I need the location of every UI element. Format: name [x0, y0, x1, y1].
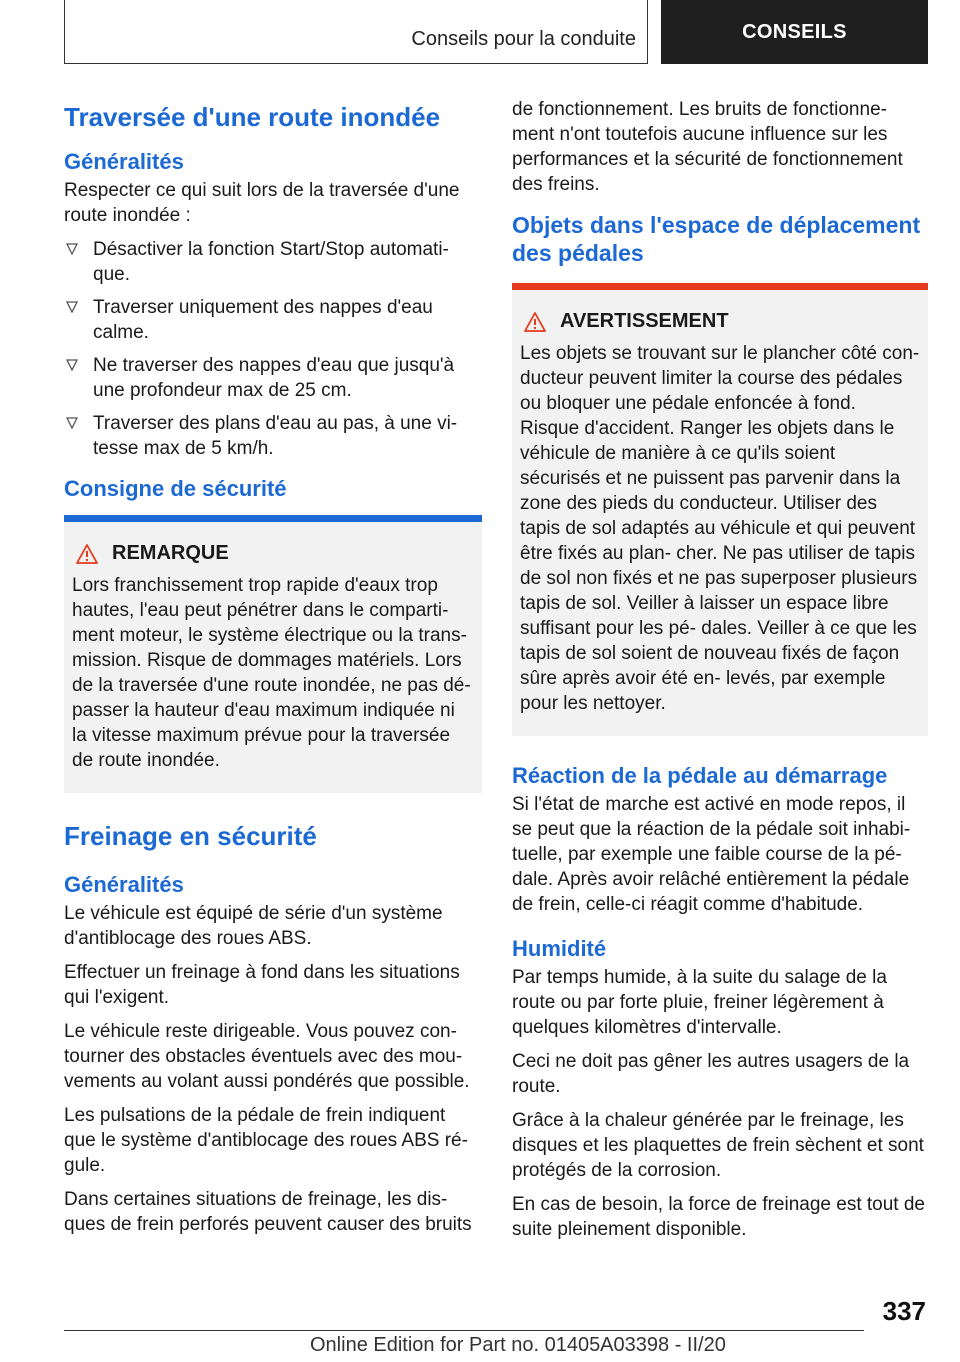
triangle-bullet-icon: [66, 359, 78, 371]
heading-pedal-objects: Objets dans l'espace de déplacement des pédales: [512, 212, 921, 266]
humidity-paragraph: Grâce à la chaleur générée par le freinage, les disques et les plaquettes de frein sèchent et sont protégés de la corrosion.: [512, 1110, 924, 1181]
list-item: [64, 295, 482, 345]
list-item: [64, 353, 482, 403]
warning-divider-bar: [512, 283, 928, 290]
step-list: [64, 237, 482, 461]
heading-safety-notice: Consigne de sécurité: [64, 476, 287, 501]
warning-label: AVERTISSEMENT: [560, 310, 729, 332]
right-column: [512, 97, 928, 1251]
title-safe-braking: Freinage en sécurité: [64, 821, 317, 851]
note-box: [64, 522, 482, 793]
continued-paragraph: de fonctionnement. Les bruits de fonctionne- ment n'ont toutefois aucune influence sur les performances et la sécurité de fonctionnement des freins.: [512, 99, 903, 195]
page-number: 337: [882, 1296, 926, 1326]
humidity-paragraph: En cas de besoin, la force de freinage est tout de suite pleinement disponible.: [512, 1194, 925, 1240]
note-label: REMARQUE: [112, 542, 229, 564]
warning-triangle-icon: [524, 312, 546, 332]
humidity-paragraph: Ceci ne doit pas gêner les autres usagers de la route.: [512, 1051, 910, 1097]
list-item: [64, 411, 482, 461]
warning-box: [512, 290, 928, 736]
braking-paragraph: Le véhicule reste dirigeable. Vous pouvez con- tourner des obstacles éventuels avec des mou- vements au volant aussi pondérés que possible.: [64, 1021, 470, 1092]
warning-title: [524, 310, 920, 333]
footer-edition: Online Edition for Part no. 01405A03398 - II/20: [310, 1334, 726, 1356]
triangle-bullet-icon: [66, 417, 78, 429]
braking-paragraph: Effectuer un freinage à fond dans les situations qui l'exigent.: [64, 962, 460, 1008]
footer-rule: [64, 1330, 864, 1331]
heading-humidity: Humidité: [512, 936, 607, 961]
pedal-paragraph: Si l'état de marche est activé en mode repos, il se peut que la réaction de la pédale soit inhabi- tuelle, par exemple une faible course de la pé- dale. Après avoir relâché entièrement la pédale de frein, celle-ci réagit comme d'habitude.: [512, 794, 911, 915]
warning-text: Les objets se trouvant sur le plancher côté con- ducteur peuvent limiter la course des pédales ou bloquer une pédale enfoncée à fond. Risque d'accident. Ranger les objets dans le véhicule de manière à ce qu'ils soient sécurisés et ne puissent pas parvenir dans la zone des pieds du conducteur. Utiliser des tapis de sol adaptés au véhicule et qui peuvent être fixés au plan- cher. Ne pas utiliser de tapis de sol non fixés et ne pas superposer plusieurs tapis de sol. Veiller à laisser un espace libre suffisant pour les pé- dales. Veiller à ce que les tapis de sol soient de nouveau fixés de façon sûre après avoir été en- levés, par exemple pour les nettoyer.: [520, 343, 920, 714]
heading-general-1: Généralités: [64, 149, 184, 174]
general-intro: Respecter ce qui suit lors de la traversée d'une route inondée :: [64, 180, 460, 226]
step-text: Désactiver la fonction Start/Stop automati- que.: [93, 239, 449, 285]
title-flooded-road: Traversée d'une route inondée: [64, 102, 441, 132]
left-column: [64, 100, 482, 1246]
triangle-bullet-icon: [66, 243, 78, 255]
note-text: Lors franchissement trop rapide d'eaux trop hautes, l'eau peut pénétrer dans le comparti- ment moteur, le système électrique ou la trans- mission. Risque de dommages matériels. Lors de la traversée d'une route inondée, ne pas dé- passer la hauteur d'eau maximum indiquée ni la vitesse maximum prévue pour la traversée de route inondée.: [72, 575, 471, 771]
humidity-paragraph: Par temps humide, à la suite du salage de la route ou par forte pluie, freiner légèrement à quelques kilomètres d'intervalle.: [512, 967, 887, 1038]
section-divider-bar: [64, 515, 482, 522]
header-chapter-tab: CONSEILS: [661, 0, 928, 64]
braking-paragraph: Dans certaines situations de freinage, les dis- ques de frein perforés peuvent causer des bruits: [64, 1189, 472, 1235]
page-header: [64, 0, 928, 66]
list-item: [64, 237, 482, 287]
braking-paragraph: Le véhicule est équipé de série d'un système d'antiblocage des roues ABS.: [64, 903, 443, 949]
step-text: Traverser des plans d'eau au pas, à une vi- tesse max de 5 km/h.: [93, 413, 458, 459]
header-section-title: Conseils pour la conduite: [411, 28, 636, 50]
step-text: Traverser uniquement des nappes d'eau calme.: [93, 297, 433, 343]
step-text: Ne traverser des nappes d'eau que jusqu'à une profondeur max de 25 cm.: [93, 355, 455, 401]
triangle-bullet-icon: [66, 301, 78, 313]
note-title: [76, 542, 474, 565]
braking-paragraph: Les pulsations de la pédale de frein indiquent que le système d'antiblocage des roues ABS ré- gule.: [64, 1105, 468, 1176]
heading-general-2: Généralités: [64, 872, 184, 897]
heading-pedal-reaction: Réaction de la pédale au démarrage: [512, 763, 888, 788]
warning-triangle-icon: [76, 544, 98, 564]
